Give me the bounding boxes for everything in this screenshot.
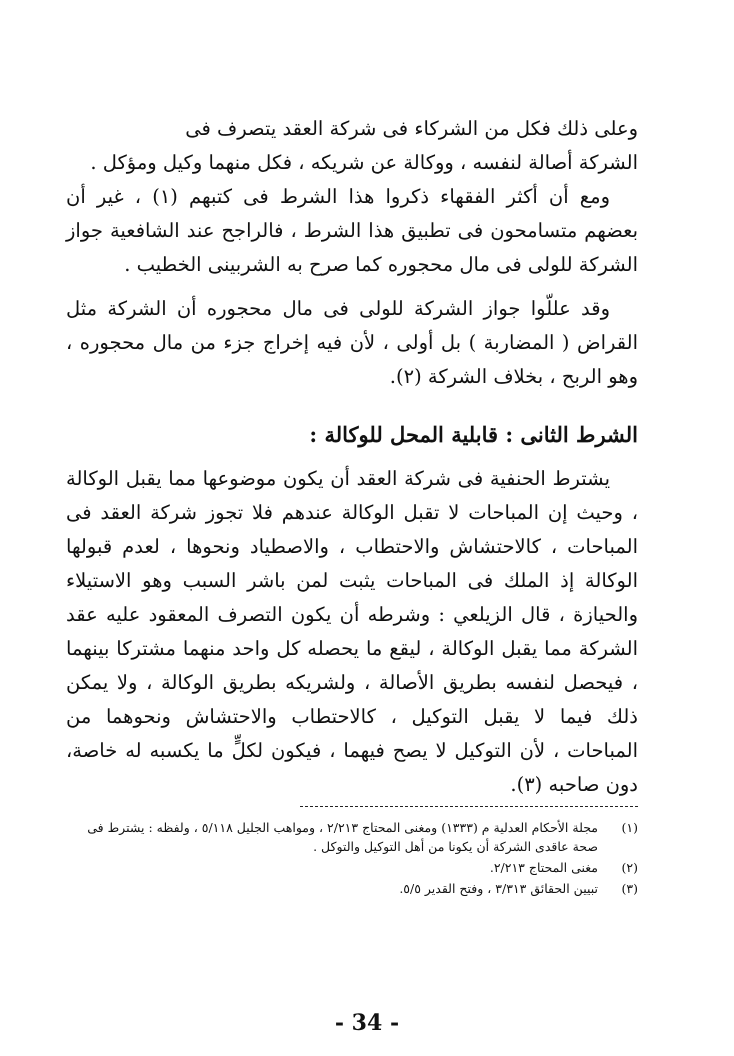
paragraph-1 — [66, 112, 638, 282]
footnote-item — [66, 858, 638, 877]
footnote-separator — [300, 806, 638, 807]
footnote-number: (٢) — [621, 860, 638, 875]
paragraph-2 — [66, 292, 638, 394]
footnote-item — [66, 879, 638, 898]
section-heading: الشرط الثانى : قابلية المحل للوكالة : — [309, 422, 638, 447]
paragraph-1b: ومع أن أكثر الفقهاء ذكروا هذا الشرط فى كتبهم (١) ، غير أن بعضهم متسامحون فى تطبيق هذا الشرط ، فالراجح عند الشافعية جواز الشركة للولى فى مال محجوره كما صرح به الشربينى الخطيب . — [66, 185, 638, 276]
footnote-text: تبيين الحقائق ٣/٣١٣ ، وفتح القدير ٥/٥. — [399, 881, 598, 896]
footnotes — [66, 818, 638, 900]
footnote-text: مجلة الأحكام العدلية م (١٣٣٣) ومغنى المحتاج ٢/٢١٣ ، ومواهب الجليل ٥/١١٨ ، ولفظه : يشترط فى صحة عاقدى الشركة أن يكونا من أهل التوكيل والتوكل . — [87, 820, 598, 854]
footnote-item — [66, 818, 638, 856]
paragraph-2-text: وقد عللّوا جواز الشركة للولى فى مال محجوره أن الشركة مثل القراض ( المضاربة ) بل أولى ، لأن فيه إخراج جزء من مال محجوره ، وهو الربح ، بخلاف الشركة (٢). — [66, 297, 638, 388]
paragraph-1-line-1: وعلى ذلك فكل من الشركاء فى شركة العقد يتصرف فى — [185, 117, 638, 140]
footnote-number: (٣) — [621, 881, 638, 896]
page-number: - 34 - — [334, 1010, 400, 1036]
paragraph-1-line-2: الشركة أصالة لنفسه ، ووكالة عن شريكه ، فكل منهما وكيل ومؤكل . — [90, 151, 638, 174]
paragraph-3 — [66, 462, 638, 802]
footnote-number: (١) — [621, 820, 638, 835]
footnote-text: مغنى المحتاج ٢/٢١٣. — [489, 860, 598, 875]
paragraph-3-text: يشترط الحنفية فى شركة العقد أن يكون موضوعها مما يقبل الوكالة ، وحيث إن المباحات لا تقبل الوكالة عندهم فلا تجوز شركة العقد فى المباحات ، كالاحتشاش والاحتطاب ، والاصطياد ونحوها ، لعدم قبولها الوكالة إذ الملك فى المباحات يثبت لمن باشر السبب وهو الاستيلاء والحيازة ، قال الزيلعي : وشرطه أن يكون التصرف المعقود عليه عقد الشركة مما يقبل الوكالة ، ليقع ما يحصله كل واحد منهما مشتركا بينهما ، فيحصل لنفسه بطريق الأصالة ، ولشريكه بطريق الوكالة ، ولا يمكن ذلك فيما لا يقبل التوكيل ، كالاحتطاب والاحتشاش ونحوهما من المباحات ، لأن التوكيل لا يصح فيهما ، فيكون لكلٍّ ما يكسبه له خاصة، دون صاحبه (٣). — [66, 467, 638, 796]
